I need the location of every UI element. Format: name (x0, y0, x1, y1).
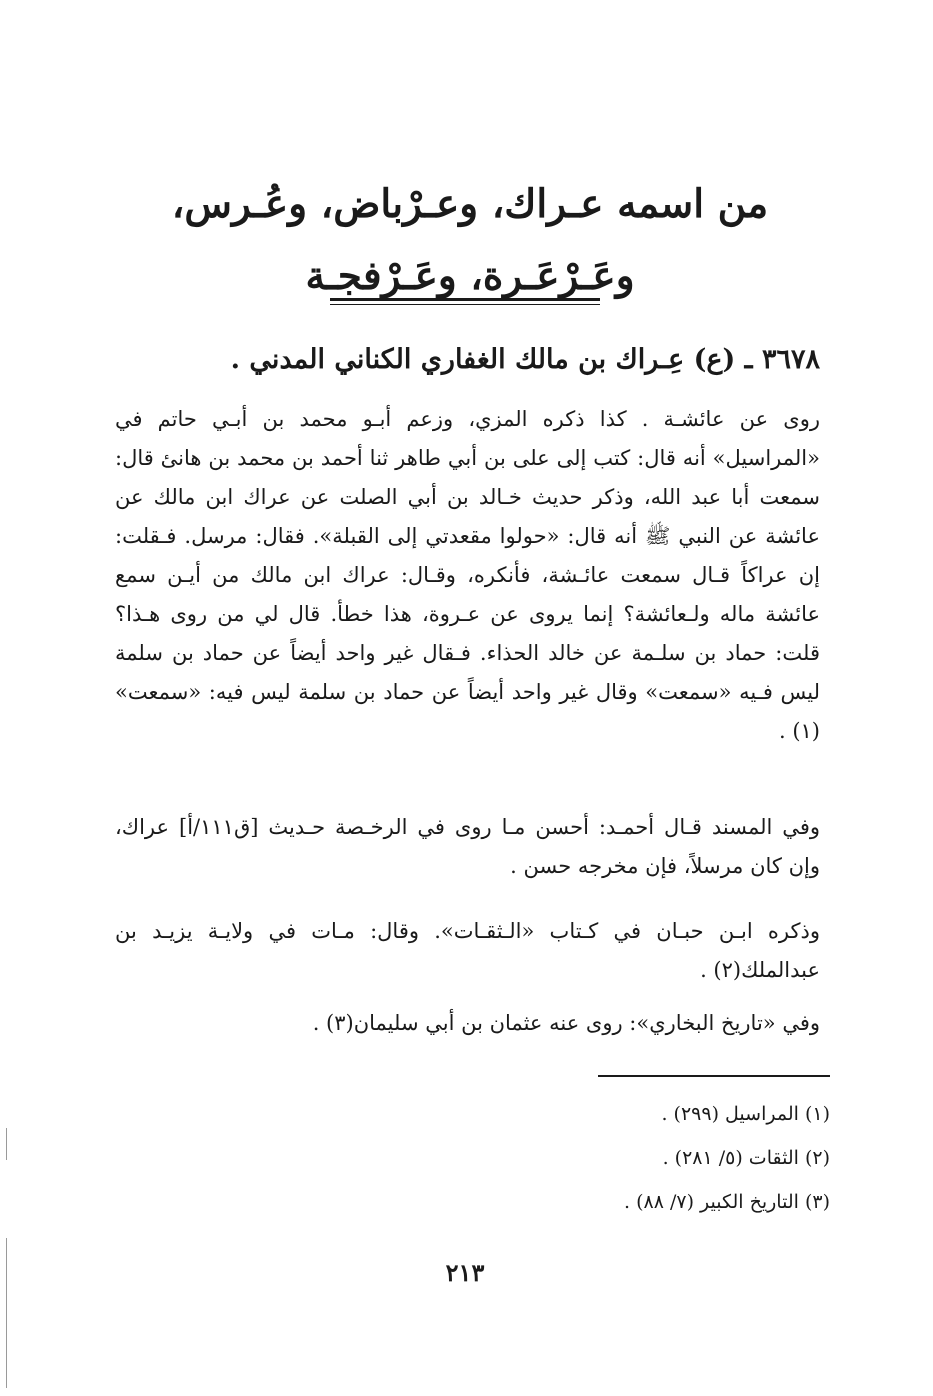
footnote-divider (598, 1075, 830, 1077)
section-heading-line-2: وعَـرْعَـرة، وعَـرْفجـة (305, 253, 635, 299)
footnote-3: (٣) التاريخ الكبير (٧/ ٨٨) . (623, 1191, 830, 1213)
paragraph-1: روى عن عائشـة . كذا ذكره المزي، وزعم أبـو محمد بن أبـي حاتم في «المراسيل» أنه قال: كتب إلى على بن أبي طاهر ثنا أحمد بن محمد بن هانئ قال: سمعت أبا عبد الله، وذكر حديث خـالد بن أبي الصلت عن عراك ابن مالك عن عائشة عن النبي ﷺ أنه قال: «حولوا مقعدتي إلى القبلة». فقال: مرسل. فـقلت: إن عراكاً قـال سمعت عائـشة، فأنكره، وقـال: عراك ابن مالك من أيـن سمع عائشة ماله ولـعائشة؟ إنما يروى عن عـروة، هذا خطأ. قال لي من روى هـذا؟ قلت: حماد بن سلـمة عن خالد الحذاء. فـقال غير واحد أيضاً عن حماد بن سلمة ليس فـيه «سمعت» وقال غير واحد أيضاً عن حماد بن سلمة ليس فيه: «سمعت» (١) . (115, 407, 820, 743)
footnote-1: (١) المراسيل (٢٩٩) . (661, 1103, 830, 1125)
footnotes (330, 1092, 830, 1224)
footnote-2: (٢) الثقات (٥/ ٢٨١) . (662, 1147, 830, 1169)
scan-margin-mark (6, 1128, 7, 1160)
section-heading (120, 168, 820, 312)
paragraph-3: وذكره ابـن حبـان في كـتاب «الـثقـات». وقال: مـات في ولايـة يزيـد بن عبدالملك(٢) . (115, 919, 820, 982)
paragraph-2: وفي المسند قـال أحمـد: أحسن مـا روى في الرخـصة حـديث [ق١١١/أ] عراك، وإن كان مرسلاً، فإن مخرجه حسن . (115, 815, 820, 878)
page-number: ٢١٣ (445, 1258, 485, 1287)
entry-title: ٣٦٧٨ ـ (ع) عِـراك بن مالك الغفاري الكناني المدني . (230, 344, 820, 375)
section-heading-line-1: من اسمه عـراك، وعـرْباض، وعُـرس، (171, 181, 769, 227)
scan-margin-mark (6, 1238, 7, 1388)
heading-divider-thin (330, 304, 600, 305)
heading-divider (330, 298, 600, 301)
paragraph-4: وفي «تاريخ البخاري»: روى عنه عثمان بن أبي سليمان(٣) . (312, 1011, 820, 1035)
